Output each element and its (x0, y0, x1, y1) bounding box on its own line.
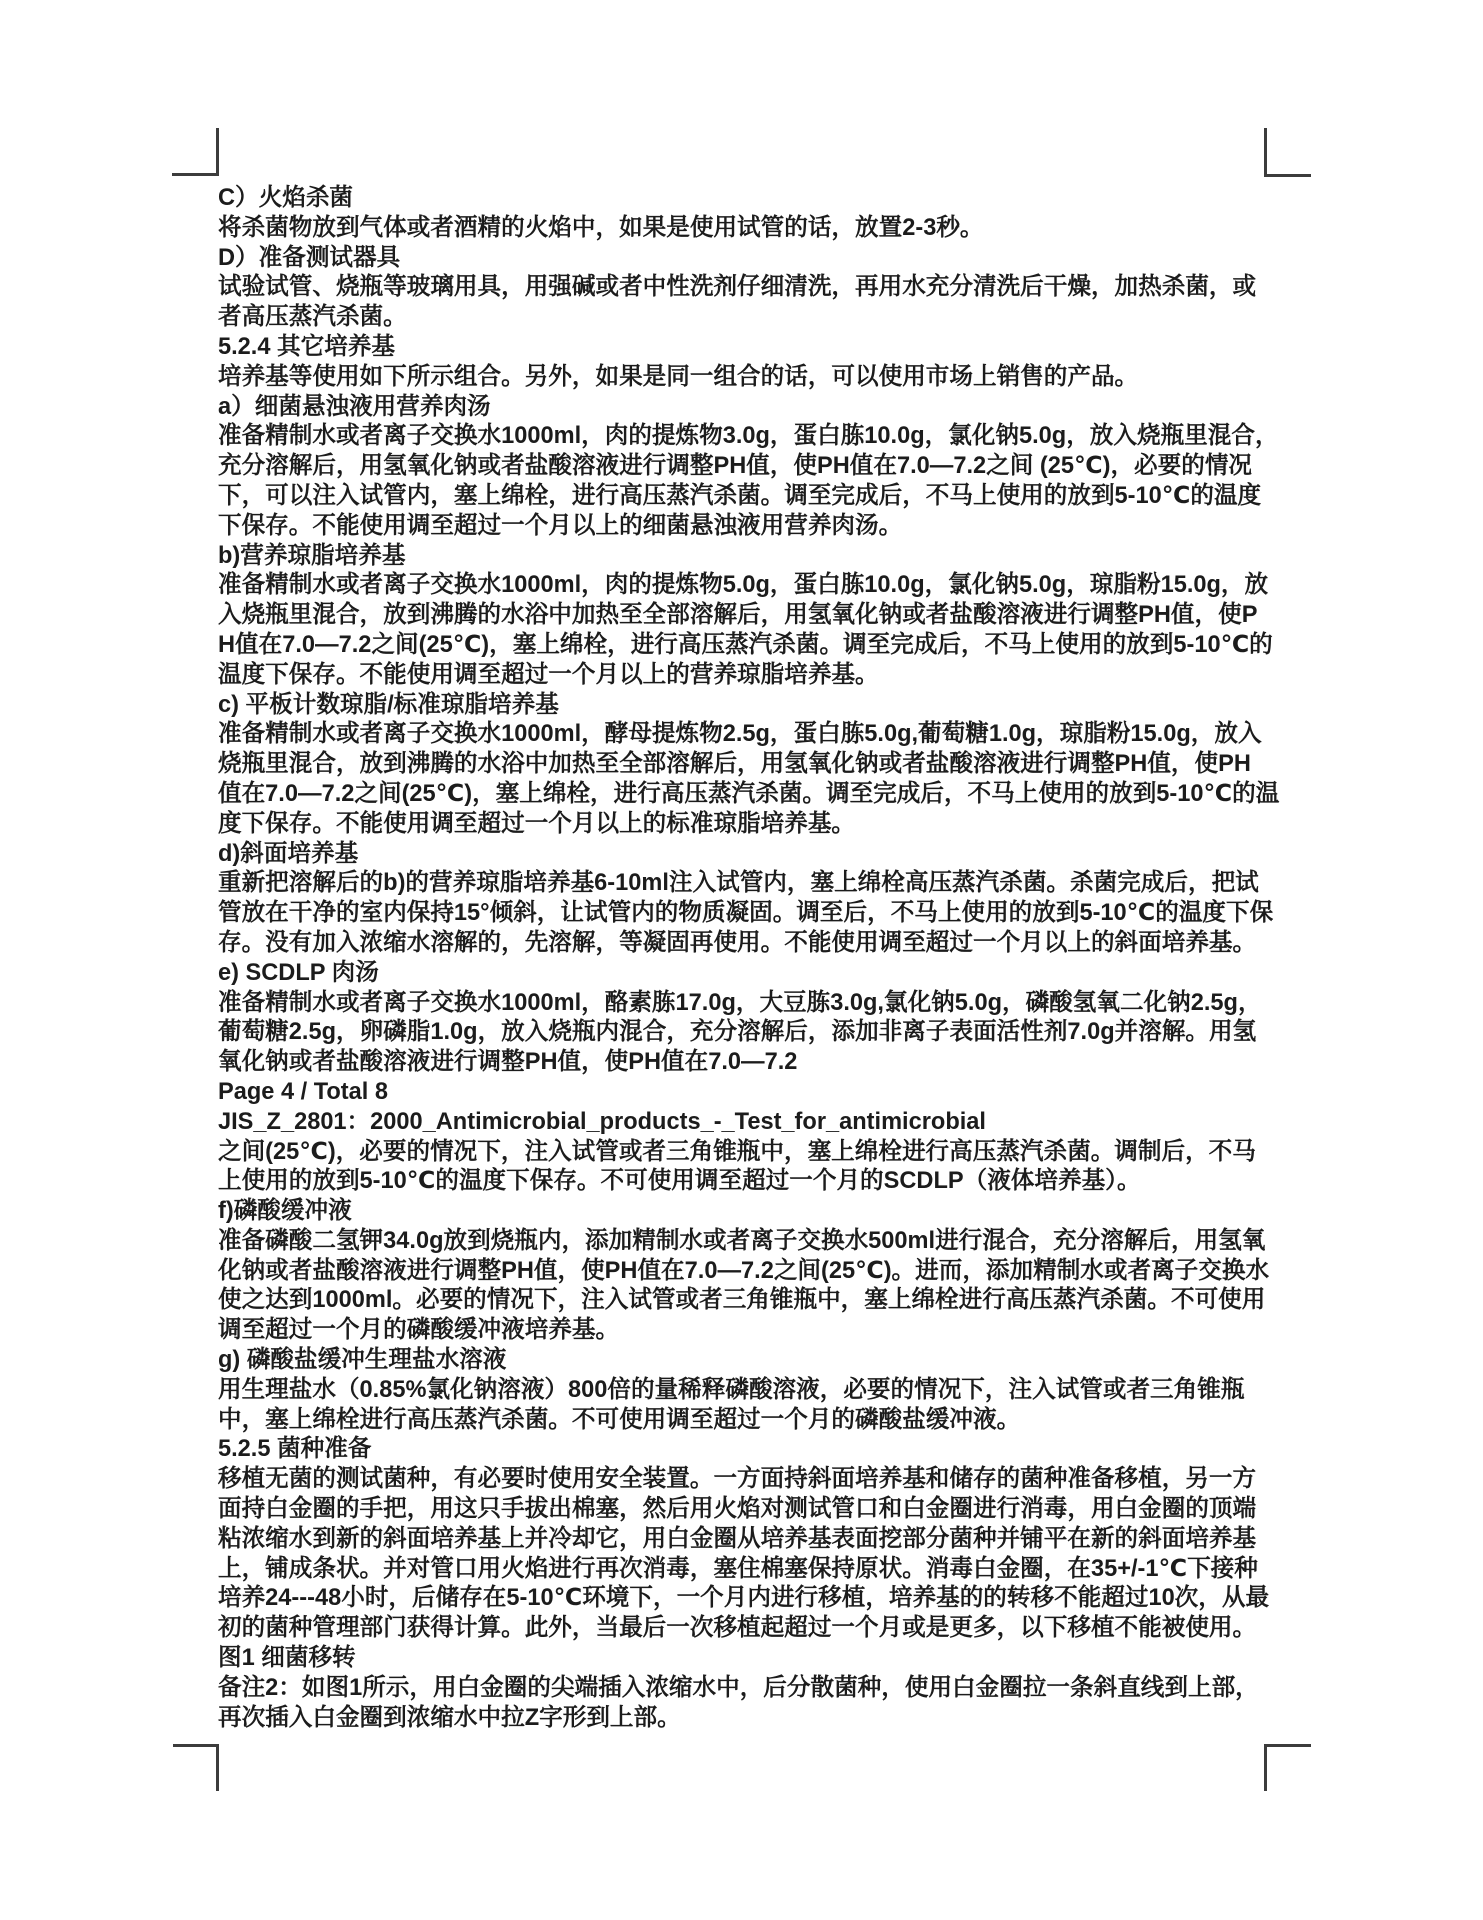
text-line: e) SCDLP 肉汤 (218, 959, 379, 986)
text-line: 氧化钠或者盐酸溶液进行调整PH值，使PH值在7.0—7.2 (218, 1049, 798, 1076)
text-line: 使之达到1000ml。必要的情况下，注入试管或者三角锥瓶中，塞上绵栓进行高压蒸汽杀菌。不可使用 (218, 1287, 1266, 1314)
text-line: 5.2.5 菌种准备 (218, 1436, 372, 1463)
text-line: f)磷酸缓冲液 (218, 1198, 352, 1225)
crop-mark-top-right (1264, 128, 1311, 177)
text-line: 移植无菌的测试菌种，有必要时使用安全装置。一方面持斜面培养基和储存的菌种准备移植，另一方 (218, 1466, 1257, 1493)
text-line: 中，塞上绵栓进行高压蒸汽杀菌。不可使用调至超过一个月的磷酸盐缓冲液。 (218, 1406, 1021, 1433)
text-line: a）细菌悬浊液用营养肉汤 (218, 393, 491, 420)
text-line: 葡萄糖2.5g，卵磷脂1.0g，放入烧瓶内混合，充分溶解后，添加非离子表面活性剂7.0g并溶解。用氢 (218, 1019, 1257, 1046)
text-line: 面持白金圈的手把，用这只手拔出棉塞，然后用火焰对测试管口和白金圈进行消毒，用白金圈的顶端 (218, 1496, 1257, 1523)
text-line: 初的菌种管理部门获得计算。此外，当最后一次移植起超过一个月或是更多，以下移植不能被使用。 (218, 1615, 1257, 1642)
text-line: 准备精制水或者离子交换水1000ml，酵母提炼物2.5g，蛋白胨5.0g,葡萄糖1.0g，琼脂粉15.0g，放入 (218, 721, 1262, 748)
text-line: 上使用的放到5-10℃的温度下保存。不可使用调至超过一个月的SCDLP（液体培养基）。 (218, 1168, 1141, 1195)
text-line: 准备精制水或者离子交换水1000ml，肉的提炼物5.0g，蛋白胨10.0g，氯化钠5.0g，琼脂粉15.0g，放 (218, 572, 1269, 599)
text-line: 粘浓缩水到新的斜面培养基上并冷却它，用白金圈从培养基表面挖部分菌种并铺平在新的斜面培养基 (218, 1525, 1257, 1552)
text-line: 之间(25℃)，必要的情况下，注入试管或者三角锥瓶中，塞上绵栓进行高压蒸汽杀菌。调制后，不马 (218, 1138, 1256, 1165)
text-line: 化钠或者盐酸溶液进行调整PH值，使PH值在7.0—7.2之间(25℃)。进而，添加精制水或者离子交换水 (218, 1257, 1270, 1284)
text-line: 图1 细菌移转 (218, 1645, 356, 1672)
crop-mark-top-left (172, 128, 219, 176)
text-line: 入烧瓶里混合，放到沸腾的水浴中加热至全部溶解后，用氢氧化钠或者盐酸溶液进行调整PH值，使P (218, 602, 1258, 629)
text-line: 存。没有加入浓缩水溶解的，先溶解，等凝固再使用。不能使用调至超过一个月以上的斜面培养基。 (218, 929, 1257, 956)
text-line: Page 4 / Total 8 (218, 1078, 389, 1105)
text-line: b)营养琼脂培养基 (218, 542, 406, 569)
text-line: 准备精制水或者离子交换水1000ml，酪素胨17.0g，大豆胨3.0g,氯化钠5.0g，磷酸氢氧二化钠2.5g， (218, 989, 1262, 1016)
document-body (218, 184, 1293, 1733)
crop-mark-bottom-right (1264, 1744, 1311, 1791)
text-line: 准备精制水或者离子交换水1000ml，肉的提炼物3.0g，蛋白胨10.0g，氯化钠5.0g，放入烧瓶里混合， (218, 423, 1279, 450)
text-line: 温度下保存。不能使用调至超过一个月以上的营养琼脂培养基。 (218, 661, 879, 688)
text-line: 值在7.0—7.2之间(25℃)，塞上绵栓，进行高压蒸汽杀菌。调至完成后，不马上使用的放到5-10℃的温 (218, 780, 1280, 807)
text-line: 充分溶解后，用氢氧化钠或者盐酸溶液进行调整PH值，使PH值在7.0—7.2之间 (25℃)，必要的情况 (218, 453, 1253, 480)
text-line: 试验试管、烧瓶等玻璃用具，用强碱或者中性洗剂仔细清洗，再用水充分清洗后干燥，加热杀菌，或 (218, 274, 1257, 301)
text-line: 管放在干净的室内保持15°倾斜，让试管内的物质凝固。调至后，不马上使用的放到5-10℃的温度下保 (218, 900, 1274, 927)
text-line: 度下保存。不能使用调至超过一个月以上的标准琼脂培养基。 (218, 810, 856, 837)
text-line: d)斜面培养基 (218, 840, 359, 867)
text-line: 5.2.4 其它培养基 (218, 333, 395, 360)
text-line: 调至超过一个月的磷酸缓冲液培养基。 (218, 1317, 620, 1344)
text-line: 下，可以注入试管内，塞上绵栓，进行高压蒸汽杀菌。调至完成后，不马上使用的放到5-10℃的温度 (218, 482, 1262, 509)
text-line: D）准备测试器具 (218, 244, 401, 271)
text-line: JIS_Z_2801：2000_Antimicrobial_products_-_Test_for_antimicrobial (218, 1108, 986, 1135)
text-line: 准备磷酸二氢钾34.0g放到烧瓶内，添加精制水或者离子交换水500ml进行混合，充分溶解后，用氢氧 (218, 1227, 1266, 1254)
text-line: C）火焰杀菌 (218, 185, 354, 211)
text-line: g) 磷酸盐缓冲生理盐水溶液 (218, 1347, 507, 1374)
text-line: 培养基等使用如下所示组合。另外，如果是同一组合的话，可以使用市场上销售的产品。 (218, 363, 1139, 390)
text-line: 烧瓶里混合，放到沸腾的水浴中加热至全部溶解后，用氢氧化钠或者盐酸溶液进行调整PH值，使PH (218, 751, 1251, 778)
text-line: H值在7.0—7.2之间(25℃)，塞上绵栓，进行高压蒸汽杀菌。调至完成后，不马上使用的放到5-10℃的 (218, 631, 1273, 658)
crop-mark-bottom-left (173, 1744, 219, 1791)
text-line: 再次插入白金圈到浓缩水中拉Z字形到上部。 (218, 1704, 681, 1731)
text-line: 将杀菌物放到气体或者酒精的火焰中，如果是使用试管的话，放置2-3秒。 (218, 214, 984, 241)
text-line: 者高压蒸汽杀菌。 (218, 304, 407, 331)
text-line: 用生理盐水（0.85%氯化钠溶液）800倍的量稀释磷酸溶液，必要的情况下，注入试管或者三角锥瓶 (218, 1376, 1245, 1403)
text-line: 备注2：如图1所示，用白金圈的尖端插入浓缩水中，后分散菌种，使用白金圈拉一条斜直线到上部， (218, 1674, 1259, 1701)
text-line: c) 平板计数琼脂/标准琼脂培养基 (218, 691, 559, 718)
text-line: 培养24---48小时，后储存在5-10℃环境下，一个月内进行移植，培养基的的转移不能超过10次，从最 (218, 1585, 1270, 1612)
text-line: 重新把溶解后的b)的营养琼脂培养基6-10ml注入试管内，塞上绵栓高压蒸汽杀菌。杀菌完成后，把试 (218, 870, 1259, 897)
text-line: 上，铺成条状。并对管口用火焰进行再次消毒，塞住棉塞保持原状。消毒白金圈，在35+/-1℃下接种 (218, 1555, 1258, 1582)
text-line: 下保存。不能使用调至超过一个月以上的细菌悬浊液用营养肉汤。 (218, 512, 903, 539)
